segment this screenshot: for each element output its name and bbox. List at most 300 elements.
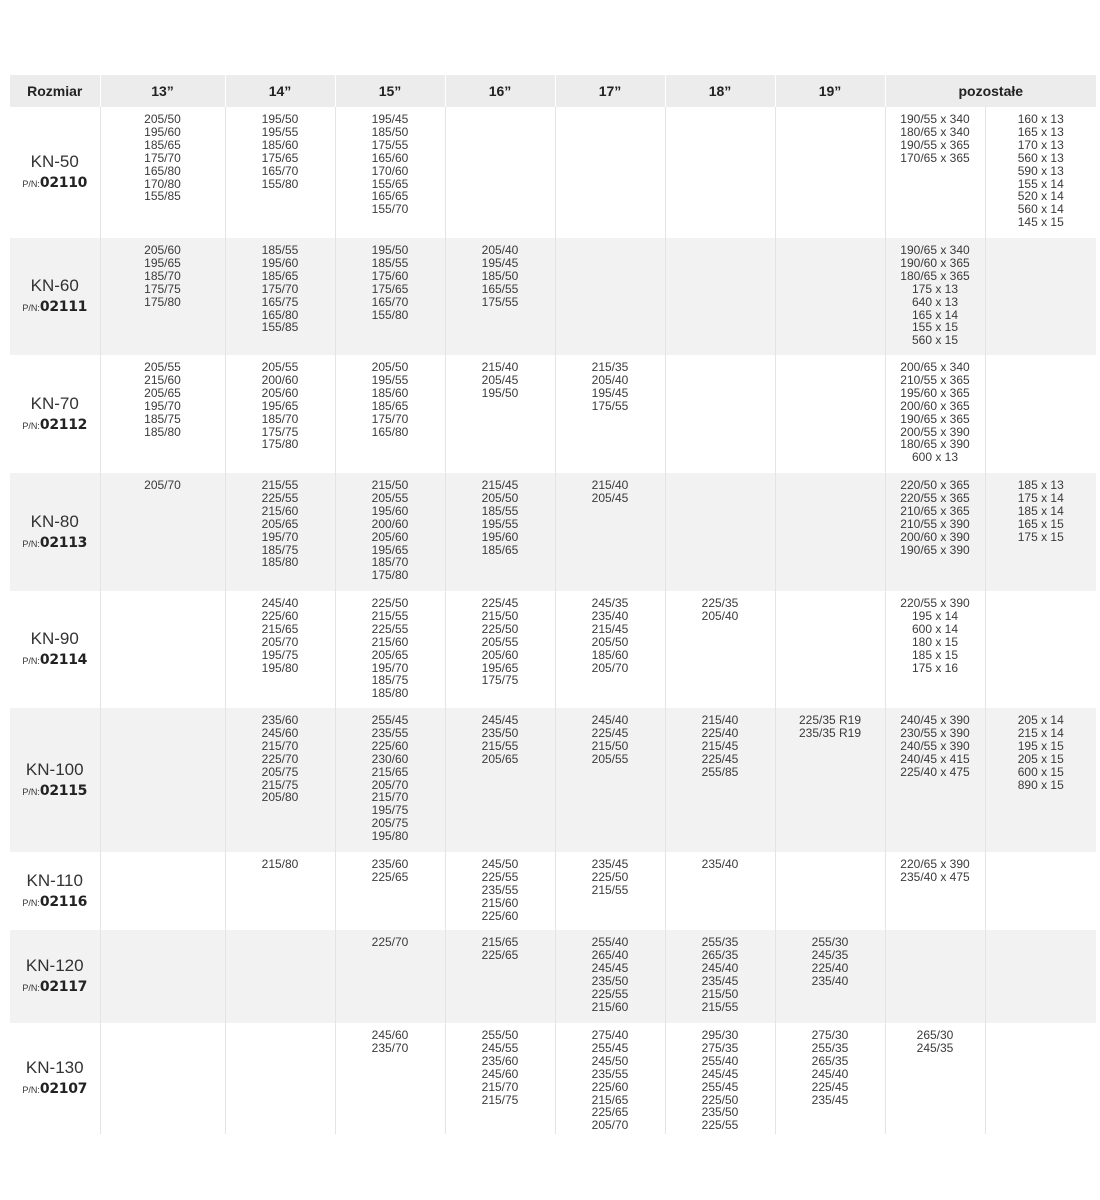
tire-size: 220/50 x 365 [900, 478, 970, 492]
tire-size: 215/45 [481, 478, 519, 492]
model-name: KN-80 [30, 511, 79, 531]
size-cell-13 [100, 473, 225, 591]
tire-size: 245/50 [481, 857, 519, 871]
tire-size: 175/65 [261, 150, 299, 165]
tire-size: 245/60 [261, 725, 299, 740]
tire-size: 255/35 [811, 1040, 849, 1055]
size-cell-17 [555, 238, 665, 355]
part-number-value: 02117 [39, 979, 88, 995]
tire-size: 245/45 [701, 1066, 739, 1081]
tire-size: 200/60 x 365 [900, 398, 970, 413]
tire-size: 255/35 [701, 935, 739, 949]
tire-size: 215/50 [591, 738, 629, 753]
size-cell-16 [445, 107, 555, 238]
part-number [10, 977, 100, 998]
tire-size: 225/60 [481, 908, 519, 923]
tire-size: 205/50 [371, 360, 409, 374]
size-cell-13 [100, 238, 225, 355]
tire-size: 225/55 [701, 1118, 739, 1133]
part-number [10, 173, 100, 194]
tire-size: 225/55 [591, 986, 629, 1001]
size-cell-16 [445, 930, 555, 1023]
tire-size: 205/55 [371, 490, 409, 505]
size-cell-19 [775, 708, 885, 852]
part-number-value: 02114 [39, 652, 88, 668]
size-cell-17 [555, 1023, 665, 1134]
tire-size: 185/75 [371, 673, 409, 688]
tire-size: 215/40 [701, 713, 739, 727]
tire-size: 175 x 14 [1017, 490, 1064, 505]
tire-size: 205/50 [591, 634, 629, 649]
tire-size: 195/75 [261, 647, 299, 662]
part-number-value: 02111 [39, 299, 88, 315]
tire-size: 215 x 14 [1017, 725, 1064, 740]
header-rozmiar: Rozmiar [10, 75, 100, 107]
tire-size: 205/70 [591, 1118, 629, 1133]
tire-size: 205/40 [701, 608, 739, 623]
size-cell-pozostale-2 [985, 1023, 1096, 1134]
tire-size: 220/55 x 365 [900, 490, 970, 505]
tire-size: 205/75 [261, 764, 299, 779]
tire-size: 165/70 [371, 294, 409, 309]
tire-size: 205/50 [481, 490, 519, 505]
tire-size: 225/35 [701, 596, 739, 610]
tire-size: 255/40 [591, 935, 629, 949]
tire-size: 195/75 [371, 803, 409, 818]
tire-size: 165/65 [371, 189, 409, 204]
size-cell-13 [100, 708, 225, 852]
size-cell-14 [225, 591, 335, 708]
tire-size: 600 x 13 [911, 450, 959, 465]
tire-size: 235/40 x 475 [900, 869, 970, 884]
tire-size: 215/50 [701, 986, 739, 1001]
tire-size: 245/35 [591, 596, 629, 610]
header-pozostale: pozostałe [885, 75, 1096, 107]
tire-size: 215/60 [591, 999, 629, 1014]
size-cell-14 [225, 1023, 335, 1134]
tire-size: 185/65 [481, 542, 519, 557]
tire-size: 240/55 x 390 [900, 738, 970, 753]
size-cell-18 [665, 852, 775, 930]
tire-size: 165/80 [144, 163, 181, 178]
header-15: 15” [335, 75, 445, 107]
part-number [10, 650, 100, 671]
tire-size: 205/55 [591, 751, 629, 766]
tire-size: 170/60 [371, 163, 409, 178]
model-cell [10, 107, 100, 238]
tire-size: 185/70 [144, 268, 181, 283]
tire-size: 235/45 [811, 1092, 849, 1107]
tire-size: 195 x 15 [1017, 738, 1064, 753]
tire-size: 225/50 [701, 1092, 739, 1107]
tire-size: 220/65 x 390 [900, 857, 970, 871]
part-number [10, 533, 100, 554]
model-cell [10, 708, 100, 852]
tire-size: 245/45 [591, 960, 629, 975]
header-19: 19” [775, 75, 885, 107]
part-number [10, 297, 100, 318]
tire-size: 160 x 13 [1017, 112, 1064, 126]
part-number-prefix: P/N: [22, 1085, 40, 1095]
tire-size: 175 x 15 [1017, 529, 1064, 544]
header-18: 18” [665, 75, 775, 107]
tire-size: 205/70 [261, 634, 299, 649]
tire-size: 245/40 [591, 713, 629, 727]
tire-size: 245/40 [261, 596, 299, 610]
tire-size: 195/60 x 365 [900, 385, 970, 400]
tire-size: 185/60 [371, 385, 409, 400]
size-cell-18 [665, 930, 775, 1023]
tire-size: 205/55 [144, 360, 181, 374]
tire-size: 225/50 [371, 596, 409, 610]
size-cell-pozostale-2 [985, 930, 1096, 1023]
tire-size: 225/60 [261, 608, 299, 623]
size-cell-19 [775, 473, 885, 591]
tire-size: 185/80 [371, 686, 409, 701]
tire-size: 175/60 [371, 268, 409, 283]
tire-size: 195/45 [591, 385, 629, 400]
tire-size: 190/60 x 365 [900, 255, 970, 270]
size-cell-pozostale-1 [885, 852, 985, 930]
size-cell-17 [555, 930, 665, 1023]
size-cell-13 [100, 355, 225, 473]
tire-size: 245/35 [916, 1040, 954, 1055]
size-cell-14 [225, 930, 335, 1023]
tire-size: 235/60 [261, 713, 299, 727]
tire-size: 175/70 [371, 411, 409, 426]
tire-size: 205/65 [481, 751, 519, 766]
size-cell-16 [445, 852, 555, 930]
model-name: KN-70 [30, 393, 79, 413]
tire-size: 195/45 [371, 112, 409, 126]
tire-size: 275/30 [811, 1028, 849, 1042]
size-cell-14 [225, 708, 335, 852]
tire-size: 195/50 [481, 385, 519, 400]
size-cell-pozostale-2 [985, 852, 1096, 930]
tire-size: 215/55 [701, 999, 739, 1014]
tire-size: 265/35 [701, 947, 739, 962]
tire-size: 195/60 [144, 124, 181, 139]
tire-size: 175/55 [371, 137, 409, 152]
tire-size: 235/50 [481, 725, 519, 740]
tire-size: 245/40 [811, 1066, 849, 1081]
size-cell-15 [335, 852, 445, 930]
tire-size: 215/50 [371, 478, 409, 492]
tire-size: 200/60 [261, 372, 299, 387]
tire-size: 215/50 [481, 608, 519, 623]
tire-size: 165/80 [371, 424, 409, 439]
part-number-value: 02115 [39, 782, 88, 799]
tire-size: 240/45 x 390 [900, 713, 970, 727]
part-number-prefix: P/N: [22, 897, 40, 908]
size-cell-13 [100, 107, 225, 238]
size-cell-pozostale-2 [985, 355, 1096, 473]
tire-size: 200/60 x 390 [900, 529, 970, 544]
tire-size: 230/60 [371, 751, 409, 766]
tire-size: 195/55 [481, 516, 519, 531]
tire-size: 205 x 15 [1017, 751, 1064, 766]
tire-size: 165/60 [371, 150, 409, 165]
tire-size: 205/40 [481, 243, 519, 257]
tire-size: 180/65 x 365 [900, 268, 970, 283]
size-cell-16 [445, 238, 555, 355]
tire-size: 190/55 x 365 [900, 137, 970, 152]
tire-size: 225/40 [701, 725, 739, 740]
tire-size: 170 x 13 [1017, 137, 1064, 152]
size-cell-19 [775, 852, 885, 930]
tire-size: 175/75 [481, 673, 519, 688]
tire-size: 175/80 [144, 294, 181, 309]
tire-size: 225/65 [371, 869, 409, 884]
size-cell-14 [225, 852, 335, 930]
tire-size: 180/65 x 390 [900, 437, 970, 452]
model-cell [10, 852, 100, 930]
size-cell-15 [335, 107, 445, 238]
tire-size: 165 x 15 [1017, 516, 1064, 531]
tire-size: 255/45 [701, 1079, 739, 1094]
size-cell-16 [445, 591, 555, 708]
tire-size: 205/70 [591, 660, 629, 675]
tire-size: 205/65 [371, 647, 409, 662]
tire-size: 265/40 [591, 947, 629, 962]
tire-size: 225/45 [811, 1079, 849, 1094]
tire-size: 185/55 [371, 255, 409, 270]
tire-size: 195/65 [144, 255, 181, 270]
size-cell-16 [445, 708, 555, 852]
size-cell-14 [225, 107, 335, 238]
tire-size: 245/55 [481, 1040, 519, 1055]
tire-size: 195/60 [481, 529, 519, 544]
tire-size: 185/60 [261, 137, 299, 152]
tire-size: 590 x 13 [1017, 163, 1064, 178]
tire-size: 225/60 [371, 738, 409, 753]
size-cell-14 [225, 473, 335, 591]
tire-size: 155/65 [371, 176, 409, 191]
table-row [10, 591, 1096, 708]
size-cell-14 [225, 238, 335, 355]
model-name: KN-50 [30, 152, 79, 171]
tire-size: 225/65 [481, 947, 519, 962]
tire-size: 205/50 [144, 112, 181, 126]
tire-size: 215/60 [144, 372, 181, 387]
size-cell-17 [555, 591, 665, 708]
table-row [10, 355, 1096, 473]
tire-size: 175/70 [261, 281, 299, 296]
tire-size: 180/65 x 340 [900, 124, 970, 139]
tire-size: 155/80 [261, 176, 299, 191]
tire-size: 215/55 [371, 608, 409, 623]
header-row [10, 75, 1096, 107]
tire-size: 205/65 [144, 385, 181, 400]
size-cell-15 [335, 238, 445, 355]
tire-size: 185/65 [261, 268, 299, 283]
size-cell-19 [775, 1023, 885, 1134]
tire-size: 215/40 [591, 478, 629, 492]
part-number-prefix: P/N: [22, 420, 40, 431]
tire-size: 225/55 [261, 490, 299, 505]
tire-size: 175/55 [591, 398, 629, 413]
model-name: KN-60 [30, 276, 79, 295]
tire-size: 205/55 [261, 360, 299, 374]
size-cell-15 [335, 473, 445, 591]
size-cell-pozostale-1 [885, 1023, 985, 1134]
size-cell-18 [665, 591, 775, 708]
tire-size: 245/60 [481, 1066, 519, 1081]
tire-size: 200/60 [371, 516, 409, 531]
size-cell-pozostale-2 [985, 708, 1096, 852]
tire-size: 155/80 [371, 307, 409, 322]
model-cell [10, 238, 100, 355]
tire-size: 560 x 15 [911, 333, 959, 348]
part-number-value: 02113 [39, 534, 88, 551]
tire-size: 215/65 [481, 935, 519, 949]
size-cell-15 [335, 1023, 445, 1134]
tire-size: 255/45 [371, 713, 409, 727]
tire-size: 225/70 [261, 751, 299, 766]
tire-size: 170/65 x 365 [900, 150, 970, 165]
model-cell [10, 1023, 100, 1134]
size-cell-18 [665, 238, 775, 355]
tire-size: 235/40 [591, 608, 629, 623]
size-cell-17 [555, 107, 665, 238]
tire-size: 235/50 [701, 1105, 739, 1120]
size-cell-17 [555, 708, 665, 852]
tire-size: 185/70 [261, 411, 299, 426]
tire-size: 185 x 14 [1017, 503, 1064, 518]
tire-size: 215/55 [481, 738, 519, 753]
size-cell-16 [445, 473, 555, 591]
tire-size: 255/45 [591, 1040, 629, 1055]
tire-size: 205/65 [261, 516, 299, 531]
tire-size: 255/30 [811, 935, 849, 949]
tire-size: 155 x 15 [911, 320, 959, 335]
part-number-prefix: P/N: [22, 983, 40, 993]
tire-size: 185/65 [144, 137, 181, 152]
tire-size: 225/45 [701, 751, 739, 766]
tire-size: 215/55 [261, 478, 299, 492]
header-13: 13” [100, 75, 225, 107]
part-number-prefix: P/N: [22, 303, 40, 313]
tire-size: 175 x 16 [911, 660, 959, 675]
tire-size: 215/65 [261, 621, 299, 636]
tire-size: 255/40 [701, 1053, 739, 1068]
part-number-prefix: P/N: [22, 538, 40, 549]
tire-size: 225/50 [481, 621, 519, 636]
tire-size: 225/55 [481, 869, 519, 884]
size-cell-15 [335, 930, 445, 1023]
size-cell-pozostale-1 [885, 238, 985, 355]
size-cell-pozostale-1 [885, 107, 985, 238]
tire-size: 175 x 13 [911, 281, 959, 296]
size-cell-18 [665, 473, 775, 591]
size-cell-pozostale-1 [885, 708, 985, 852]
tire-size: 185/55 [481, 503, 519, 518]
tire-size: 225/65 [591, 1105, 629, 1120]
size-cell-17 [555, 473, 665, 591]
tire-size: 295/30 [701, 1028, 739, 1042]
tire-size: 155/85 [144, 189, 181, 204]
tire-size: 205/75 [371, 816, 409, 831]
size-cell-19 [775, 591, 885, 708]
part-number [10, 1079, 100, 1100]
size-cell-13 [100, 591, 225, 708]
model-name: KN-130 [25, 1058, 84, 1077]
size-cell-17 [555, 852, 665, 930]
tire-size: 185/50 [371, 124, 409, 139]
tire-size: 195 x 14 [911, 608, 959, 623]
table-row [10, 930, 1096, 1023]
tire-size: 235/70 [371, 1040, 409, 1055]
size-cell-pozostale-2 [985, 238, 1096, 355]
tire-size: 195/70 [144, 398, 181, 413]
tire-size: 185/80 [144, 424, 181, 439]
header-16: 16” [445, 75, 555, 107]
table-row [10, 1023, 1096, 1134]
tire-size: 195/55 [371, 372, 409, 387]
tire-size: 185/80 [261, 555, 299, 570]
part-number-value: 02112 [39, 416, 88, 433]
tire-size: 155 x 14 [1017, 176, 1064, 191]
table-row [10, 852, 1096, 930]
tire-size: 175/75 [261, 424, 299, 439]
size-cell-16 [445, 355, 555, 473]
header-17: 17” [555, 75, 665, 107]
part-number [10, 415, 100, 436]
tire-size: 230/55 x 390 [900, 725, 970, 740]
size-cell-pozostale-2 [985, 591, 1096, 708]
part-number [10, 781, 100, 802]
tire-size: 155/70 [371, 202, 409, 217]
size-cell-pozostale-1 [885, 473, 985, 591]
tire-size: 195/65 [261, 398, 299, 413]
tire-size: 215/40 [481, 360, 519, 374]
model-name: KN-110 [26, 870, 83, 890]
model-name: KN-90 [30, 629, 79, 648]
table-row [10, 107, 1096, 238]
tire-size: 210/55 x 390 [900, 516, 970, 531]
part-number-value: 02110 [39, 175, 88, 191]
tire-size: 175/70 [144, 150, 181, 165]
size-cell-13 [100, 1023, 225, 1134]
size-cell-19 [775, 355, 885, 473]
tire-size: 205/45 [481, 372, 519, 387]
tire-size: 225/70 [371, 935, 409, 949]
size-cell-pozostale-2 [985, 107, 1096, 238]
tire-size: 215/65 [371, 764, 409, 779]
part-number-value: 02107 [39, 1081, 88, 1097]
tire-size: 195/80 [371, 829, 409, 844]
tire-size: 225/50 [591, 869, 629, 884]
header-14: 14” [225, 75, 335, 107]
tire-size: 245/40 [701, 960, 739, 975]
size-cell-16 [445, 1023, 555, 1134]
tire-size: 200/55 x 390 [900, 424, 970, 439]
tire-size: 195/70 [261, 529, 299, 544]
tire-size: 245/50 [591, 1053, 629, 1068]
size-cell-pozostale-1 [885, 355, 985, 473]
size-cell-14 [225, 355, 335, 473]
tire-size: 600 x 14 [911, 621, 959, 636]
tire-size: 215/75 [481, 1092, 519, 1107]
tire-size: 225/55 [371, 621, 409, 636]
tire-size: 600 x 15 [1017, 764, 1064, 779]
tire-size: 215/55 [591, 882, 629, 897]
tire-size: 245/35 [811, 947, 849, 962]
size-cell-18 [665, 107, 775, 238]
tire-size: 640 x 13 [911, 294, 959, 309]
tire-size: 235/55 [371, 725, 409, 740]
tire-size: 215/80 [261, 857, 299, 871]
